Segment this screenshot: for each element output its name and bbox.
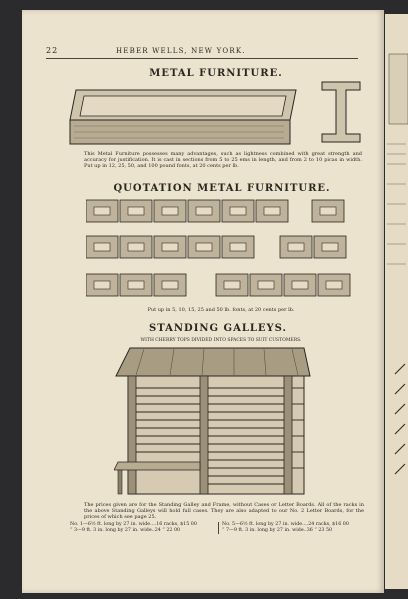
metal-furniture-illustration xyxy=(64,82,304,150)
price-list-right xyxy=(218,522,368,534)
price-list-left xyxy=(70,522,216,534)
quotation-furniture-illustration xyxy=(86,198,356,298)
adjacent-page-fragment xyxy=(385,14,408,589)
price-line: No. 1—6½ ft. long by 27 in. wide....16 racks, $15 00 xyxy=(70,522,197,527)
quotation-furniture-heading: QUOTATION METAL FURNITURE. xyxy=(113,183,331,194)
price-line: No. 5—6½ ft. long by 27 in. wide....24 racks, $16 00 xyxy=(222,522,349,527)
adjacent-page-edge xyxy=(385,14,408,589)
metal-furniture-heading: METAL FURNITURE. xyxy=(149,68,283,79)
page-number: 22 xyxy=(46,46,59,55)
price-line: “ 3—9 ft. 3 in. long by 27 in. wide..24 “ 22 00 xyxy=(70,528,181,533)
standing-galleys-subheading: WITH CHERRY TOPS DIVIDED INTO SPACES TO SUIT CUSTOMERS. xyxy=(140,338,302,343)
standing-galley-illustration xyxy=(114,346,324,498)
price-line: “ 7—9 ft. 3 in. long by 27 in. wide..36 “ 23 50 xyxy=(222,528,333,533)
page-header xyxy=(46,46,358,59)
metal-furniture-description: This Metal Furniture possesses many advantages, such as lightness combined with great strength and accuracy for justification. It is cast in sections from 5 to 25 ems in length, and from 2 to 10 picas in width. Put up in 12, 25, 50, and 100 pound fonts, at 20 cents per lb. xyxy=(84,151,362,169)
metal-furniture-section-illustration xyxy=(318,78,364,148)
standing-galleys-heading: STANDING GALLEYS. xyxy=(149,323,287,334)
quotation-furniture-caption: Put up in 5, 10, 15, 25 and 50 lb. fonts, at 20 cents per lb. xyxy=(147,307,295,313)
publisher-name: HEBER WELLS, NEW YORK. xyxy=(116,47,246,55)
standing-galleys-note: The prices given are for the Standing Galley and Frame, without Cases or Letter Boards. All of the racks in the above Standing Galleys will hold full cases. They are also adapted to our No. 2 Letter Boards, for the prices of which see page 25. xyxy=(84,502,364,520)
